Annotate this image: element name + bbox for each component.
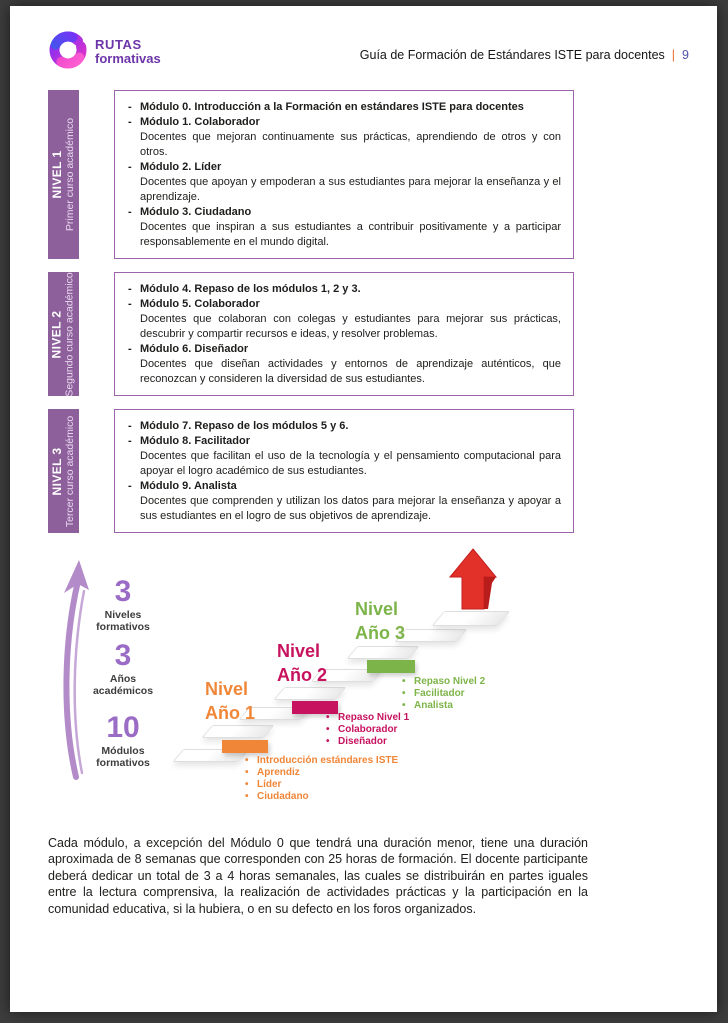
module-desc: Docentes que mejoran continuamente sus prácticas, aprendiendo de otros y con otros. bbox=[140, 131, 561, 158]
stair-step bbox=[395, 629, 468, 642]
module-title: - Módulo 1. Colaborador bbox=[140, 116, 260, 128]
module-item bbox=[126, 297, 561, 342]
module-title: - Módulo 6. Diseñador bbox=[140, 343, 249, 355]
logo-icon bbox=[48, 30, 88, 70]
nivel-ano-1-label: Nivel Año 1 bbox=[205, 679, 256, 723]
stat-label-line: Módulos bbox=[101, 745, 145, 757]
module-desc: Docentes que colaboran con colegas y estudiantes para mejorar sus prácticas, descubrir y compartir recursos e ideas, y resolver problemas. bbox=[140, 313, 561, 340]
stair-step bbox=[202, 725, 275, 738]
module-item bbox=[126, 160, 561, 205]
level-3-bar bbox=[48, 409, 79, 533]
stat-label-line: académicos bbox=[92, 684, 154, 697]
step-bar-green bbox=[367, 660, 415, 673]
rutas-formativas-logo bbox=[48, 30, 161, 70]
module-desc: Docentes que apoyan y empoderan a sus estudiantes para mejorar la enseñanza y el aprendizaje. bbox=[140, 176, 561, 203]
module-title: - Módulo 4. Repaso de los módulos 1, 2 y 3. bbox=[140, 283, 361, 295]
stat-levels bbox=[78, 577, 168, 633]
list-item: • Aprendiz bbox=[244, 767, 398, 779]
page-header bbox=[48, 30, 689, 70]
year-1-modules-list bbox=[244, 755, 398, 803]
footer-paragraph: Cada módulo, a excepción del Módulo 0 que tendrá una duración menor, tiene una duración aproximada de 8 semanas que corresponden con 25 horas de formación. El docente participante deberá dedicar un total de 3 a 4 horas semanales, las cuales se distribuirán en partes iguales entre la lectura comprensiva, la realización de actividades prácticas y la participación en la comunidad educativa, si la hubiera, o en su defecto en los foros organizados. bbox=[48, 836, 588, 916]
nivel-ano-2-label: Nivel Año 2 bbox=[277, 641, 328, 685]
module-item bbox=[126, 115, 561, 160]
module-title: - Módulo 2. Líder bbox=[140, 161, 222, 173]
module-title: - Módulo 9. Analista bbox=[140, 480, 237, 492]
level-2-bar bbox=[48, 272, 79, 396]
module-item bbox=[126, 342, 561, 387]
document-title bbox=[360, 30, 689, 62]
step-bar-orange bbox=[222, 740, 268, 753]
module-desc: Docentes que diseñan actividades y entornos de aprendizaje auténticos, que reconozcan y consideren la diversidad de sus estudiantes. bbox=[140, 358, 561, 385]
year-2-modules-list bbox=[325, 712, 409, 748]
level-3-box bbox=[114, 409, 574, 533]
level-2-label: NIVEL 2 bbox=[50, 310, 65, 358]
stat-years bbox=[78, 641, 168, 697]
level-1-bar bbox=[48, 90, 79, 259]
module-item bbox=[126, 282, 561, 297]
module-title: - Módulo 5. Colaborador bbox=[140, 298, 260, 310]
document-page bbox=[10, 6, 717, 1012]
module-item bbox=[126, 205, 561, 250]
stat-label-line: Años bbox=[109, 673, 137, 685]
level-1-section bbox=[48, 90, 689, 259]
module-desc: Docentes que inspiran a sus estudiantes a contribuir positivamente y a participar responsablemente en el mundo digital. bbox=[140, 221, 561, 248]
stat-number: 3 bbox=[114, 575, 132, 608]
year-3-modules-list bbox=[401, 676, 485, 712]
level-3-section bbox=[48, 409, 689, 533]
list-item: • Ciudadano bbox=[244, 791, 398, 803]
levels-stairs-infographic bbox=[48, 547, 689, 819]
title-separator: | bbox=[671, 48, 676, 62]
nivel-ano-3-label: Nivel Año 3 bbox=[355, 599, 406, 643]
module-title: - Módulo 3. Ciudadano bbox=[140, 206, 252, 218]
logo-wordmark bbox=[95, 34, 161, 65]
stat-label-line: formativos bbox=[96, 756, 150, 769]
list-item: • Diseñador bbox=[325, 736, 409, 748]
module-desc: Docentes que comprenden y utilizan los datos para mejorar la enseñanza y apoyar a sus estudiantes en el logro de sus objetivos de aprendizaje. bbox=[140, 495, 561, 522]
list-item: • Repaso Nivel 2 bbox=[401, 676, 485, 688]
module-desc: Docentes que facilitan el uso de la tecnología y el pensamiento computacional para apoyar el logro académico de sus estudiantes. bbox=[140, 450, 561, 477]
module-item bbox=[126, 419, 561, 434]
level-1-sublabel: Primer curso académico bbox=[64, 117, 77, 232]
level-1-box bbox=[114, 90, 574, 259]
stat-modules bbox=[78, 713, 168, 769]
list-item: • Colaborador bbox=[325, 724, 409, 736]
module-title: - Módulo 0. Introducción a la Formación en estándares ISTE para docentes bbox=[140, 101, 524, 113]
rising-red-arrow-icon bbox=[444, 547, 502, 617]
stair-step bbox=[274, 687, 347, 700]
stat-number: 10 bbox=[106, 711, 140, 744]
module-title: - Módulo 8. Facilitador bbox=[140, 435, 251, 447]
level-2-section bbox=[48, 272, 689, 396]
stair-step bbox=[347, 646, 420, 659]
module-title: - Módulo 7. Repaso de los módulos 5 y 6. bbox=[140, 420, 349, 432]
logo-title: RUTAS bbox=[95, 37, 142, 53]
level-2-box bbox=[114, 272, 574, 396]
list-item: • Introducción estándares ISTE bbox=[244, 755, 398, 767]
list-item: • Líder bbox=[244, 779, 398, 791]
logo-subtitle: formativas bbox=[95, 51, 161, 66]
list-item: • Repaso Nivel 1 bbox=[325, 712, 409, 724]
module-item bbox=[126, 479, 561, 524]
level-1-label: NIVEL 1 bbox=[50, 150, 65, 199]
stat-label-line: Niveles bbox=[104, 609, 142, 621]
stat-label-line: formativos bbox=[96, 620, 150, 633]
list-item: • Analista bbox=[401, 700, 485, 712]
module-item bbox=[126, 434, 561, 479]
level-2-sublabel: Segundo curso académico bbox=[64, 271, 77, 397]
module-item bbox=[126, 100, 561, 115]
stat-number: 3 bbox=[114, 639, 132, 672]
list-item: • Facilitador bbox=[401, 688, 485, 700]
document-title-text: Guía de Formación de Estándares ISTE para docentes bbox=[359, 48, 665, 62]
level-3-label: NIVEL 3 bbox=[50, 447, 65, 495]
level-3-sublabel: Tercer curso académico bbox=[64, 415, 77, 527]
page-number: 9 bbox=[682, 48, 689, 62]
